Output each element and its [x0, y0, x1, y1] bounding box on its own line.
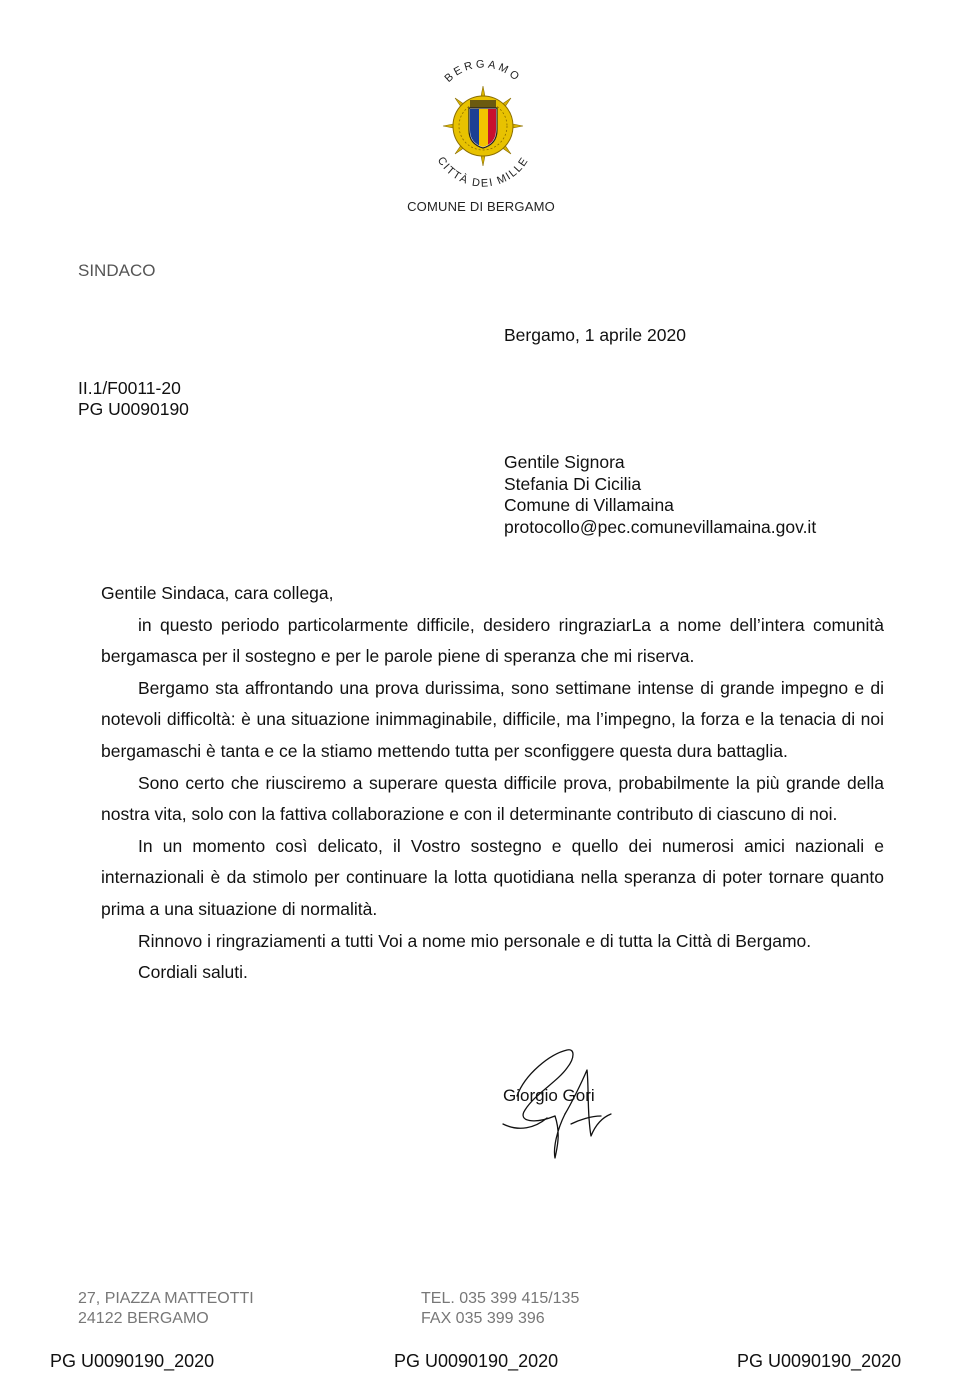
footer-address-line: 24122 BERGAMO — [78, 1309, 209, 1327]
protocol-stamp-center: PG U0090190_2020 — [394, 1351, 559, 1371]
office-title: SINDACO — [78, 261, 156, 280]
protocol-reference — [78, 378, 189, 420]
recipient-salutation: Gentile Signora — [504, 452, 625, 472]
recipient-email: protocollo@pec.comunevillamaina.gov.it — [504, 516, 817, 537]
letter-closing: Cordiali saluti. — [138, 962, 248, 983]
protocol-stamp-left: PG U0090190_2020 — [50, 1351, 215, 1371]
letter-paragraph: Bergamo sta affrontando una prova durissima, sono settimane intense di grande impegno e di notevoli difficoltà: è una situazione inimmaginabile, difficile, ma l’impegno, la forza e la tenacia di noi bergamaschi è tanta e ce la stiamo mettendo tutta per sconfiggere questa dura battaglia. — [101, 677, 884, 761]
letter-greeting: Gentile Sindaca, cara collega, — [101, 583, 334, 603]
letter-body — [101, 578, 884, 989]
recipient-organization: Comune di Villamaina — [504, 495, 674, 515]
protocol-stamp-right: PG U0090190_2020 — [737, 1351, 902, 1371]
reference-line: PG U0090190 — [78, 399, 189, 419]
emblem-star-icon — [443, 86, 523, 166]
bergamo-emblem-logo — [420, 56, 546, 206]
footer-address-line: 27, PIAZZA MATTEOTTI — [78, 1290, 254, 1307]
reference-line: II.1/F0011-20 — [78, 378, 181, 398]
footer-fax: FAX 035 399 396 — [421, 1309, 545, 1327]
signatory-name: Giorgio Gori — [503, 1086, 595, 1105]
letter-paragraph: In un momento così delicato, il Vostro sostegno e quello dei numerosi amici nazionali e internazionali è da stimolo per continuare la lotta quotidiana nella speranza di poter tornare quanto prima a una situazione di normalità. — [101, 835, 884, 919]
footer-contacts — [421, 1289, 579, 1328]
emblem-arc-bottom-text: CITTÀ DEI MILLE — [434, 154, 532, 190]
svg-text:BERGAMO — [443, 58, 524, 84]
footer-address — [78, 1289, 254, 1328]
municipality-label: COMUNE DI BERGAMO — [407, 199, 555, 214]
date-line: Bergamo, 1 aprile 2020 — [504, 325, 686, 345]
letter-paragraph: Sono certo che riusciremo a superare questa difficile prova, probabilmente la più grande della nostra vita, solo con la fattiva collaborazione e con il determinante contributo di ciascuno di noi. — [101, 772, 884, 825]
footer-phone: TEL. 035 399 415/135 — [421, 1290, 580, 1307]
recipient-name: Stefania Di Cicilia — [504, 473, 642, 494]
letter-paragraph: Rinnovo i ringraziamenti a tutti Voi a nome mio personale e di tutta la Città di Bergamo. — [138, 930, 812, 951]
letter-paragraph: in questo periodo particolarmente difficile, desidero ringraziarLa a nome dell’intera comunità bergamasca per il sostegno e per le parole piene di speranza che mi riserva. — [101, 614, 884, 667]
recipient-block — [504, 452, 816, 538]
emblem-arc-top-text: BERGAMO — [442, 58, 524, 85]
